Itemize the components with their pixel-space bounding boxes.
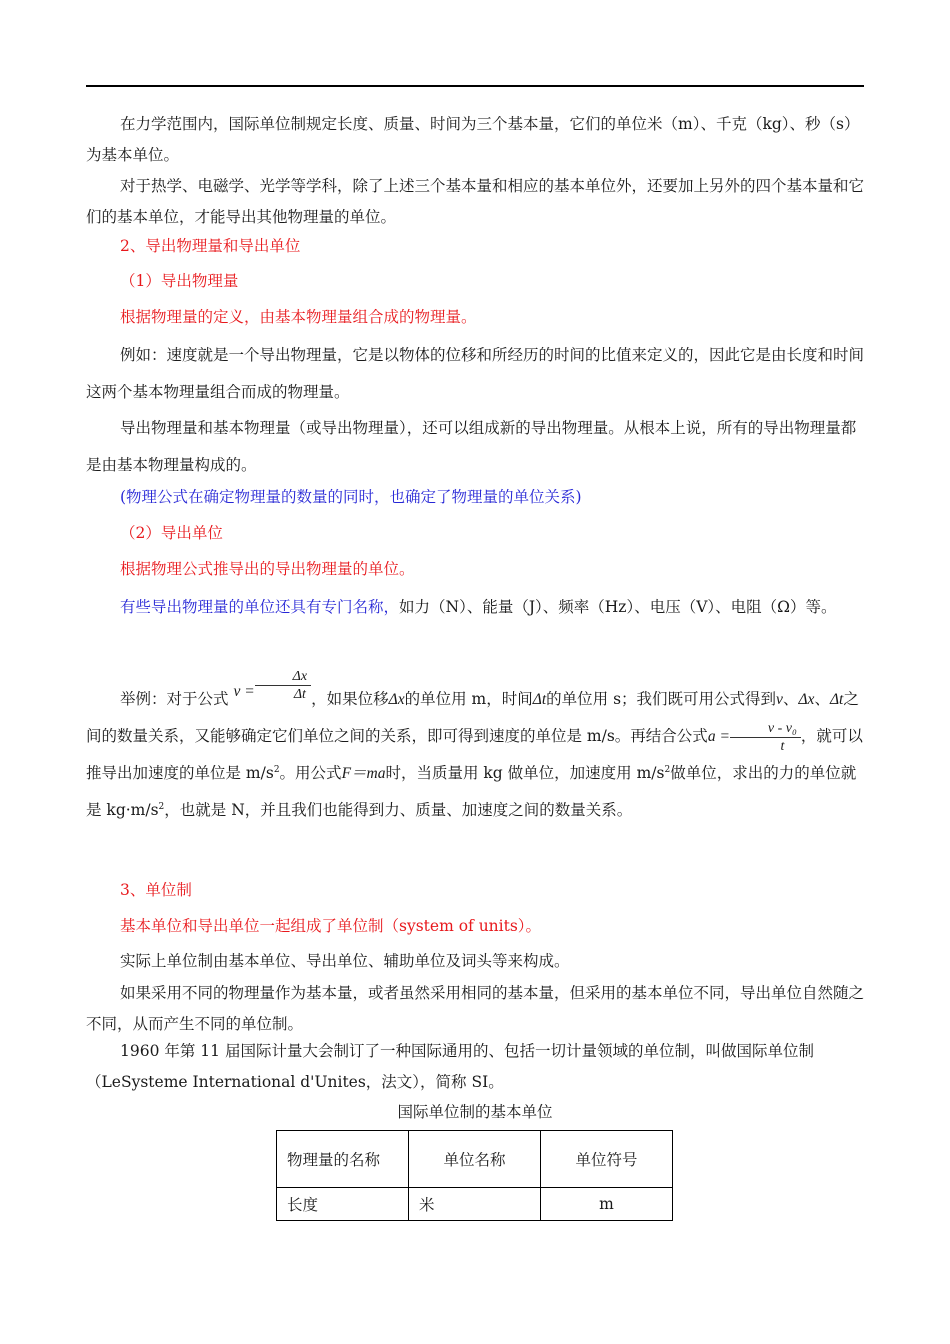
- definition-unit-system: 基本单位和导出单位一起组成了单位制（system of units）。: [120, 917, 542, 935]
- symbol-dx-2: Δx: [798, 691, 815, 708]
- example-text-9: 做单位，求出的力的单位就是 kg·m/s: [86, 764, 857, 819]
- paragraph-derivation-example: [86, 668, 864, 829]
- example-text-10: ，也就是 N，并且我们也能得到力、质量、加速度之间的数量关系。: [164, 801, 633, 819]
- example-text-7: 。用公式: [279, 764, 342, 782]
- example-text-1: 举例：对于公式: [120, 690, 229, 708]
- example-text-6: ，就可以推导出加速度的单位是 m/s: [86, 727, 863, 782]
- header-unit-symbol: 单位符号: [541, 1131, 673, 1188]
- header-rule: [86, 85, 864, 87]
- special-names-lead: 有些导出物理量的单位还具有专门名称，: [120, 598, 400, 616]
- definition-derived-unit: 根据物理公式推导出的导出物理量的单位。: [120, 560, 415, 578]
- header-quantity: 物理量的名称: [277, 1131, 409, 1188]
- formula-accel-fraction: [730, 720, 801, 755]
- superscript-2: 2: [273, 764, 280, 775]
- subheading-derived-unit: （2）导出单位: [120, 524, 223, 542]
- formula-accel-numerator: v - v₀: [730, 720, 801, 738]
- cell-unit-symbol: m: [541, 1188, 673, 1221]
- symbol-dt-2: Δt: [829, 691, 844, 708]
- paragraph-unit-system-parts: 实际上单位制由基本单位、导出单位、辅助单位及词头等来构成。: [120, 952, 570, 970]
- special-names-list: 如力（N）、能量（J）、频率（Hz）、电压（V）、电阻（Ω）等。: [399, 598, 837, 616]
- note-formula-units: (物理公式在确定物理量的数量的同时，也确定了物理量的单位关系): [120, 488, 582, 506]
- formula-velocity-lhs: v =: [233, 683, 255, 700]
- symbol-dx: Δx: [388, 691, 405, 708]
- heading-unit-system: 3、单位制: [120, 881, 192, 899]
- subheading-derived-quantity: （1）导出物理量: [120, 272, 239, 290]
- table-caption: 国际单位制的基本单位: [397, 1103, 553, 1121]
- heading-derived-quantities: 2、导出物理量和导出单位: [120, 237, 301, 255]
- paragraph-velocity-example: 例如：速度就是一个导出物理量，它是以物体的位移和所经历的时间的比值来定义的，因此它是由长度和时间这两个基本物理量组合而成的物理量。: [86, 346, 865, 401]
- formula-velocity-fraction: [255, 668, 311, 703]
- paragraph-other-disciplines: 对于热学、电磁学、光学等学科，除了上述三个基本量和相应的基本单位外，还要加上另外的四个基本量和它们的基本单位，才能导出其他物理量的单位。: [86, 177, 865, 226]
- example-text-3: 的单位用 m，时间: [404, 690, 533, 708]
- formula-accel-lhs: a =: [707, 728, 730, 745]
- paragraph-si-history: 1960 年第 11 届国际计量大会制订了一种国际通用的、包括一切计量领域的单位制，叫做国际单位制（LeSysteme International d'Unites，法文），简称 SI。: [86, 1042, 814, 1091]
- formula-accel-denominator: t: [780, 738, 785, 754]
- example-text-8: 时，当质量用 kg 做单位，加速度用 m/s: [385, 764, 665, 782]
- paragraph-derived-composition: 导出物理量和基本物理量（或导出物理量），还可以组成新的导出物理量。从根本上说，所有的导出物理量都是由基本物理量构成的。: [86, 419, 857, 474]
- si-base-units-table: [276, 1130, 673, 1221]
- example-sep-2: 、: [814, 690, 830, 708]
- formula-newton: F＝ma: [341, 765, 386, 782]
- table-header-row: [277, 1131, 673, 1188]
- example-text-4: 的单位用 s；我们既可用公式得到: [546, 690, 777, 708]
- cell-quantity: 长度: [277, 1188, 409, 1221]
- example-sep-1: 、: [782, 690, 799, 708]
- symbol-dt: Δt: [532, 691, 547, 708]
- example-text-2: ，如果位移: [311, 690, 389, 708]
- paragraph-base-quantities: 在力学范围内，国际单位制规定长度、质量、时间为三个基本量，它们的单位米（m）、千克（kg）、秒（s）为基本单位。: [86, 115, 860, 164]
- header-unit-name: 单位名称: [409, 1131, 541, 1188]
- formula-velocity-denominator: Δt: [293, 687, 306, 702]
- superscript-2: 2: [664, 764, 671, 775]
- table-row: [277, 1188, 673, 1221]
- superscript-2: 2: [158, 801, 165, 812]
- paragraph-special-names: [86, 589, 864, 626]
- definition-derived-quantity: 根据物理量的定义，由基本物理量组合成的物理量。: [120, 308, 477, 326]
- paragraph-different-systems: 如果采用不同的物理量作为基本量，或者虽然采用相同的基本量，但采用的基本单位不同，导出单位自然随之不同，从而产生不同的单位制。: [86, 984, 865, 1033]
- formula-velocity-numerator: Δx: [255, 668, 311, 686]
- example-text-5: 之间的数量关系，又能够确定它们单位之间的关系，即可得到速度的单位是 m/s。再结合公式: [86, 690, 859, 745]
- symbol-v: v: [776, 691, 783, 708]
- cell-unit-name: 米: [409, 1188, 541, 1221]
